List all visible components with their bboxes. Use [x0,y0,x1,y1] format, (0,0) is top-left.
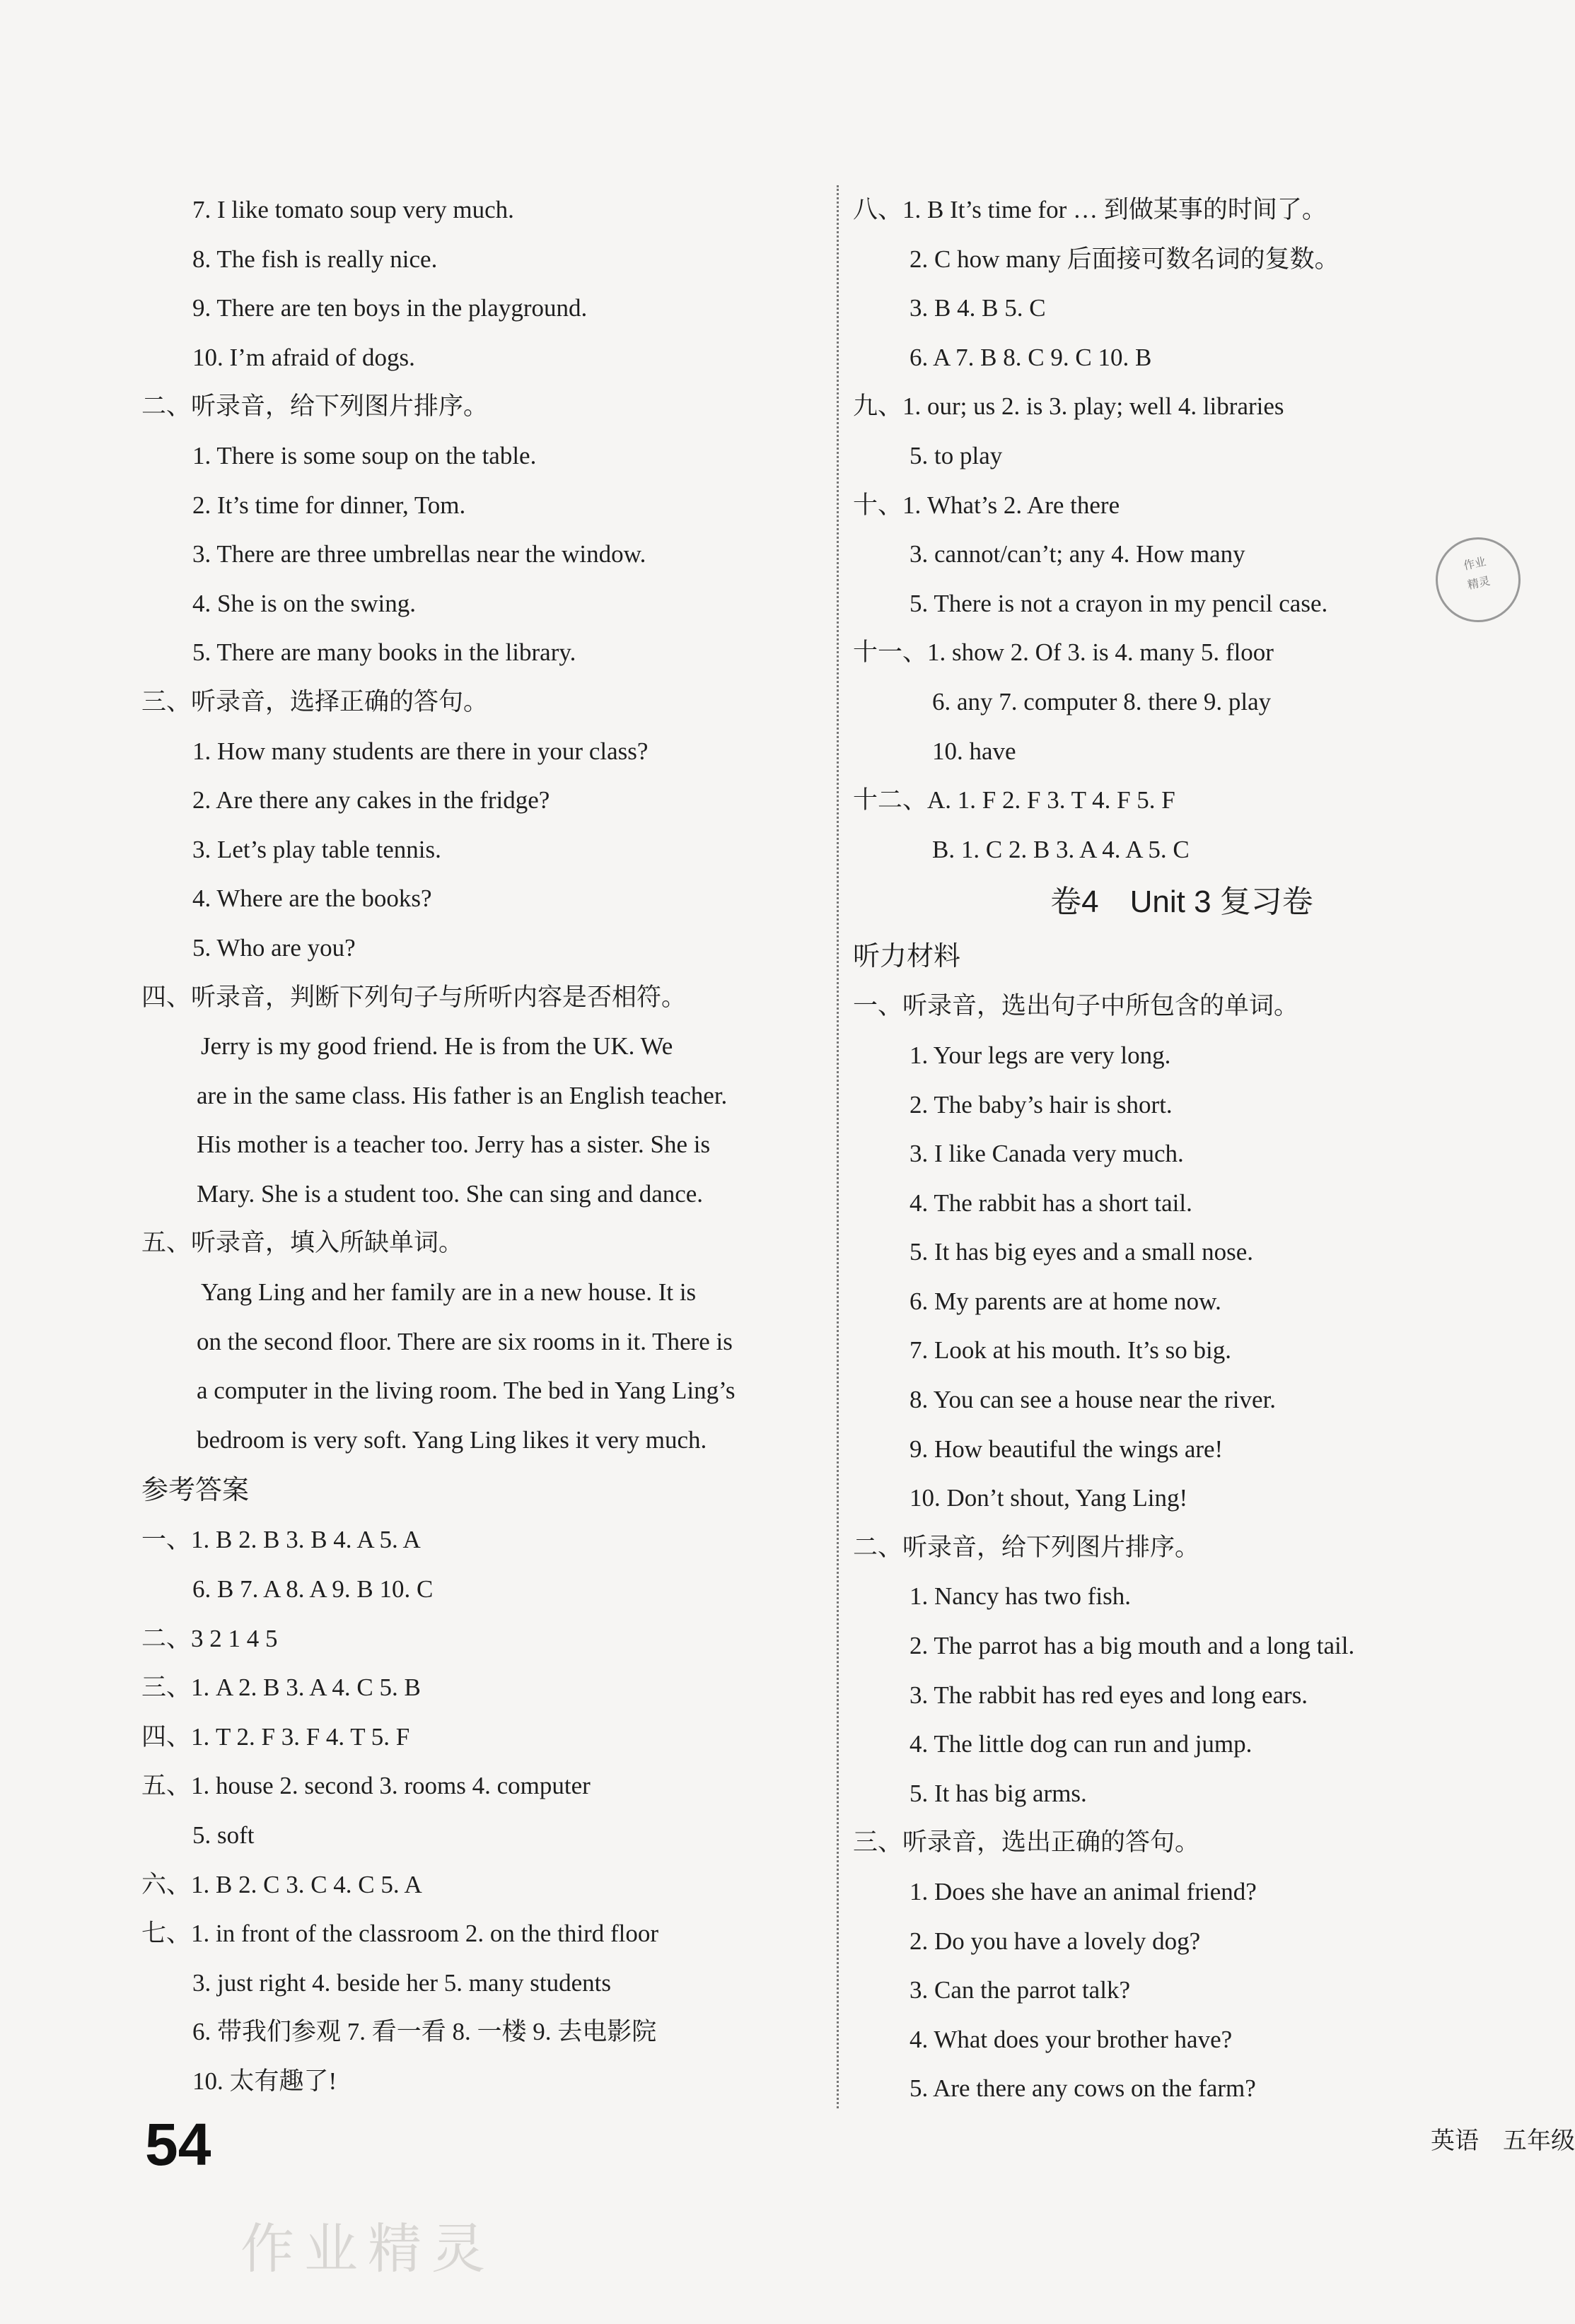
text-line: 一、1. B 2. B 3. B 4. A 5. A [141,1526,421,1554]
text-line: 3. Let’s play table tennis. [192,835,441,863]
text-line: 十二、A. 1. F 2. F 3. T 4. F 5. F [853,786,1175,814]
left-column [141,185,820,2106]
text-line: 1. Your legs are very long. [909,1041,1171,1069]
text-line: 5. Are there any cows on the farm? [909,2074,1256,2103]
text-line: 9. How beautiful the wings are! [909,1435,1224,1463]
text-line: 1. How many students are there in your class? [192,737,649,765]
text-line: 九、1. our; us 2. is 3. play; well 4. libraries [853,392,1284,421]
section-title: 卷4 Unit 3 复习卷 [1050,884,1313,920]
text-line: 5. There are many books in the library. [192,638,576,667]
column-divider [837,185,839,2108]
text-line: 3. The rabbit has red eyes and long ears. [909,1681,1308,1709]
page-number: 54 [145,2111,211,2178]
text-line: 一、听录音，选出句子中所包含的单词。 [853,992,1299,1020]
text-line: 3. Can the parrot talk? [909,1976,1130,2004]
text-line: Jerry is my good friend. He is from the UK. We [201,1032,673,1061]
text-line: Mary. She is a student too. She can sing and dance. [197,1179,704,1208]
text-line: 4. Where are the books? [192,884,432,913]
text-line: 二、听录音，给下列图片排序。 [141,392,489,421]
text-line: 5. soft [192,1821,255,1849]
section-heading: 听力材料 [853,940,961,972]
text-line: 2. It’s time for dinner, Tom. [192,491,466,519]
text-line: 四、1. T 2. F 3. F 4. T 5. F [141,1722,410,1751]
text-line: are in the same class. His father is an English teacher. [197,1081,728,1109]
text-line: 四、听录音，判断下列句子与所听内容是否相符。 [141,983,687,1011]
text-line: Yang Ling and her family are in a new house. It is [201,1278,697,1307]
text-line: 2. Do you have a lovely dog? [909,1927,1201,1955]
text-line: 8. The fish is really nice. [192,245,438,273]
text-line: 三、听录音，选择正确的答句。 [141,687,489,716]
text-line: 10. Don’t shout, Yang Ling! [909,1484,1188,1512]
section-heading: 参考答案 [141,1474,250,1506]
text-line: 8. You can see a house near the river. [909,1386,1277,1414]
text-line: a computer in the living room. The bed in Yang Ling’s [197,1377,736,1405]
footer-subject: 英语 五年级 [1431,2127,1575,2155]
text-line: 五、1. house 2. second 3. rooms 4. computer [141,1772,591,1800]
text-line: 3. B 4. B 5. C [909,294,1046,322]
text-line: 1. Nancy has two fish. [909,1582,1132,1611]
text-line: 二、听录音，给下列图片排序。 [853,1533,1200,1561]
text-line: 5. It has big arms. [909,1779,1087,1807]
text-line: 7. Look at his mouth. It’s so big. [909,1336,1231,1365]
text-line: 3. I like Canada very much. [909,1140,1184,1168]
text-line: 5. There is not a crayon in my pencil case. [909,589,1328,617]
text-line: 1. There is some soup on the table. [192,441,537,469]
right-column [853,185,1511,2113]
text-line: 7. I like tomato soup very much. [192,196,514,223]
text-line: 3. There are three umbrellas near the window. [192,540,646,568]
text-line: 三、听录音，选出正确的答句。 [853,1828,1200,1857]
text-line: His mother is a teacher too. Jerry has a sister. She is [197,1131,711,1159]
text-line: 七、1. in front of the classroom 2. on the third floor [141,1920,658,1948]
text-line: bedroom is very soft. Yang Ling likes it very much. [197,1425,707,1454]
text-line: B. 1. C 2. B 3. A 4. A 5. C [932,835,1190,863]
text-line: 6. 带我们参观 7. 看一看 8. 一楼 9. 去电影院 [192,2018,657,2046]
text-line: 十、1. What’s 2. Are there [853,491,1120,519]
text-line: 3. cannot/can’t; any 4. How many [909,540,1245,568]
text-line: 10. have [932,737,1016,765]
text-line: on the second floor. There are six rooms in it. There is [197,1327,733,1355]
stamp-line-2: 精灵 [1466,573,1492,592]
text-line: 10. 太有趣了! [192,2067,337,2095]
text-line: 10. I’m afraid of dogs. [192,343,415,371]
text-line: 5. It has big eyes and a small nose. [909,1238,1254,1266]
text-line: 6. B 7. A 8. A 9. B 10. C [192,1575,434,1604]
text-line: 2. The parrot has a big mouth and a long tail. [909,1632,1355,1660]
text-line: 二、3 2 1 4 5 [141,1624,278,1652]
text-line: 6. A 7. B 8. C 9. C 10. B [909,343,1152,371]
text-line: 2. The baby’s hair is short. [909,1090,1173,1119]
text-line: 4. She is on the swing. [192,589,416,617]
text-line: 2. C how many 后面接可数名词的复数。 [909,245,1339,273]
text-line: 十一、1. show 2. Of 3. is 4. many 5. floor [853,638,1274,667]
stamp-line-1: 作业 [1462,554,1487,573]
text-line: 5. to play [909,441,1003,469]
text-line: 五、听录音，填入所缺单词。 [141,1229,464,1257]
watermark: 作业精灵 [240,2217,495,2280]
text-line: 6. My parents are at home now. [909,1287,1221,1315]
text-line: 9. There are ten boys in the playground. [192,294,588,322]
text-line: 4. The little dog can run and jump. [909,1730,1253,1758]
text-line: 三、1. A 2. B 3. A 4. C 5. B [141,1674,421,1702]
text-line: 3. just right 4. beside her 5. many students [192,1968,612,1997]
text-line: 5. Who are you? [192,933,356,962]
text-line: 八、1. B It’s time for … 到做某事的时间了。 [853,196,1327,223]
text-line: 6. any 7. computer 8. there 9. play [932,687,1272,716]
text-line: 2. Are there any cakes in the fridge? [192,786,550,814]
text-line: 4. The rabbit has a short tail. [909,1189,1192,1217]
text-line: 1. Does she have an animal friend? [909,1878,1257,1905]
text-line: 4. What does your brother have? [909,2025,1233,2053]
text-line: 六、1. B 2. C 3. C 4. C 5. A [141,1870,422,1898]
